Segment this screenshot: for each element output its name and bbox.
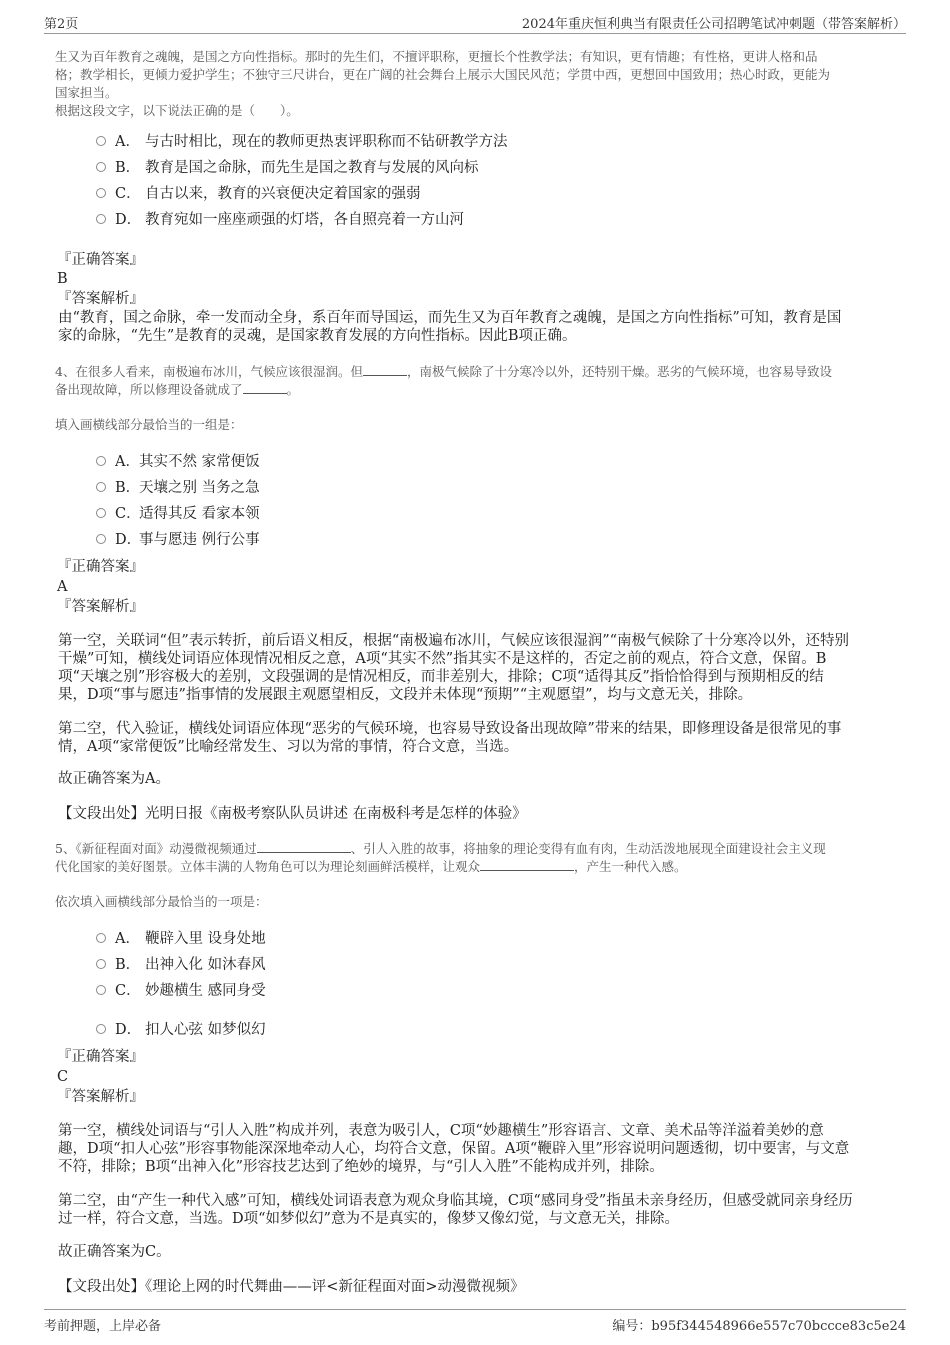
- footer-slogan: 考前押题，上岸必备: [44, 1319, 162, 1334]
- q4-analysis-para1: [58, 632, 892, 704]
- q4-option-a[interactable]: A．其实不然 家常便饭: [96, 453, 260, 471]
- document-title: 2024年重庆恒利典当有限责任公司招聘笔试冲刺题（带答案解析）: [521, 17, 906, 32]
- q5-analysis-para1: [58, 1122, 892, 1176]
- fill-blank[interactable]: [363, 363, 407, 376]
- q5-answer: C: [57, 1069, 69, 1085]
- q5-option-a[interactable]: A． 鞭辟入里 设身处地: [96, 930, 266, 948]
- radio-icon[interactable]: [96, 534, 106, 544]
- radio-icon[interactable]: [96, 136, 106, 146]
- q3-option-d[interactable]: D． 教育宛如一座座顽强的灯塔，各自照亮着一方山河: [96, 211, 464, 229]
- radio-icon[interactable]: [96, 933, 106, 943]
- analysis-line: 由“教育，国之命脉，牵一发而动全身，系百年而导国运，而先生又为百年教育之魂魄，是国之方向性指标”可知，教育是国: [58, 310, 842, 326]
- q3-analysis-title: 『答案解析』: [57, 291, 144, 307]
- q5-answer-title: 『正确答案』: [57, 1049, 144, 1065]
- q3-passage-line: 生又为百年教育之魂魄，是国之方向性指标。那时的先生们，不擅评职称，更擅长个性教学法；有知识，更有情趣；有性格，更讲人格和品: [55, 49, 818, 64]
- radio-icon[interactable]: [96, 508, 106, 518]
- analysis-line: 过一样，符合文意，当选。D项“如梦似幻”意为不是真实的，像梦又像幻觉，与文意无关，排除。: [58, 1211, 679, 1227]
- q3-answer-title: 『正确答案』: [57, 252, 144, 268]
- q5-stem: 5、《新征程面对面》动漫微视频通过 、引人入胜的故事，将抽象的理论变得有血有肉，生动活泼地展现全面建设社会主义现 代化国家的美好图景。立体丰满的人物角色可以为理论刻画鲜活模样，让观众 ，产生一种代入感。: [55, 841, 826, 874]
- document-code: 编号：b95f344548966e557c70bccce83c5e24: [612, 1319, 906, 1334]
- q4-instruction: 填入画横线部分最恰当的一组是：: [55, 417, 243, 432]
- analysis-line: 情，A项“家常便饭”比喻经常发生、习以为常的事情，符合文意，当选。: [58, 739, 519, 755]
- q5-source: 【文段出处】《理论上网的时代舞曲——评<新征程面对面>动漫微视频》: [58, 1279, 525, 1295]
- page-header: [44, 13, 906, 34]
- analysis-line: 第一空，横线处词语与“引人入胜”构成并列，表意为吸引人，C项“妙趣横生”形容语言、文章、美术品等洋溢着美妙的意: [58, 1123, 824, 1139]
- q4-option-d[interactable]: D．事与愿违 例行公事: [96, 531, 260, 549]
- radio-icon[interactable]: [96, 188, 106, 198]
- analysis-line: 果，D项“事与愿违”指事情的发展跟主观愿望相反，文段并未体现“预期”“主观愿望”，均与文意无关，排除。: [58, 687, 753, 703]
- q4-answer-title: 『正确答案』: [57, 559, 144, 575]
- q5-option-c[interactable]: C． 妙趣横生 感同身受: [96, 982, 266, 1000]
- q5-conclusion: 故正确答案为C。: [58, 1244, 171, 1260]
- q3-option-b[interactable]: B． 教育是国之命脉，而先生是国之教育与发展的风向标: [96, 159, 479, 177]
- q4-analysis-para2: [58, 720, 892, 756]
- page-number: 第2页: [44, 17, 79, 32]
- analysis-line: 项“天壤之别”形容极大的差别，文段强调的是情况相反，而非差别大，排除；C项“适得其反”指恰恰得到与预期相反的结: [58, 669, 824, 685]
- q5-option-d[interactable]: D． 扣人心弦 如梦似幻: [96, 1021, 266, 1039]
- q4-stem: 4、在很多人看来，南极遍布冰川，气候应该很湿润。但 ，南极气候除了十分寒冷以外，还特别干燥。恶劣的气候环境，也容易导致设 备出现故障，所以修理设备就成了 。: [55, 364, 832, 397]
- analysis-line: 干燥”可知，横线处词语应体现情况相反之意，A项“其实不然”指其实不是这样的，否定之前的观点，符合文意，保留。B: [58, 651, 827, 667]
- fill-blank[interactable]: [257, 840, 351, 853]
- radio-icon[interactable]: [96, 1024, 106, 1034]
- analysis-line: 第二空，代入验证，横线处词语应体现“恶劣的气候环境，也容易导致设备出现故障”带来的结果，即修理设备是很常见的事: [58, 721, 842, 737]
- q5-option-b[interactable]: B． 出神入化 如沐春风: [96, 956, 266, 974]
- analysis-line: 不符，排除；B项“出神入化”形容技艺达到了绝妙的境界，与“引人入胜”不能构成并列，排除。: [58, 1159, 664, 1175]
- q4-conclusion: 故正确答案为A。: [58, 771, 170, 787]
- fill-blank[interactable]: [243, 381, 287, 394]
- analysis-line: 第一空，关联词“但”表示转折，前后语义相反，根据“南极遍布冰川，气候应该很湿润”“南极气候除了十分寒冷以外，还特别: [58, 633, 850, 649]
- radio-icon[interactable]: [96, 482, 106, 492]
- q3-passage-line: 国家担当。: [55, 85, 118, 100]
- radio-icon[interactable]: [96, 985, 106, 995]
- radio-icon[interactable]: [96, 959, 106, 969]
- fill-blank[interactable]: [480, 858, 574, 871]
- analysis-line: 第二空，由“产生一种代入感”可知，横线处词语表意为观众身临其境，C项“感同身受”指虽未亲身经历，但感受就同亲身经历: [58, 1193, 853, 1209]
- q4-option-c[interactable]: C．适得其反 看家本领: [96, 505, 260, 523]
- page-footer: [44, 1309, 906, 1334]
- q4-analysis-title: 『答案解析』: [57, 599, 144, 615]
- q4-answer: A: [57, 579, 68, 595]
- q3-answer: B: [57, 271, 68, 287]
- analysis-line: 趣，D项“扣人心弦”形容事物能深深地牵动人心，均符合文意，保留。A项“鞭辟入里”形容说明问题透彻，切中要害，与文意: [58, 1141, 850, 1157]
- q5-analysis-title: 『答案解析』: [57, 1089, 144, 1105]
- q3-option-a[interactable]: A． 与古时相比，现在的教师更热衷评职称而不钻研教学方法: [96, 133, 508, 151]
- q3-passage: [55, 48, 895, 120]
- q3-option-c[interactable]: C． 自古以来，教育的兴衰便决定着国家的强弱: [96, 185, 421, 203]
- q3-analysis: [58, 309, 892, 345]
- radio-icon[interactable]: [96, 456, 106, 466]
- q5-instruction: 依次填入画横线部分最恰当的一项是：: [55, 894, 268, 909]
- q4-source: 【文段出处】光明日报《南极考察队队员讲述 在南极科考是怎样的体验》: [58, 806, 527, 822]
- q3-passage-line: 格；教学相长，更倾力爱护学生；不独守三尺讲台，更在广阔的社会舞台上展示大国民风范；学贯中西，更想回中国致用；热心时政，更能为: [55, 67, 831, 82]
- q4-option-b[interactable]: B．天壤之别 当务之急: [96, 479, 260, 497]
- radio-icon[interactable]: [96, 214, 106, 224]
- q3-question: 根据这段文字，以下说法正确的是（ ）。: [55, 103, 299, 118]
- radio-icon[interactable]: [96, 162, 106, 172]
- analysis-line: 家的命脉，“先生”是教育的灵魂，是国家教育发展的方向性指标。因此B项正确。: [58, 328, 577, 344]
- q5-analysis-para2: [58, 1192, 892, 1228]
